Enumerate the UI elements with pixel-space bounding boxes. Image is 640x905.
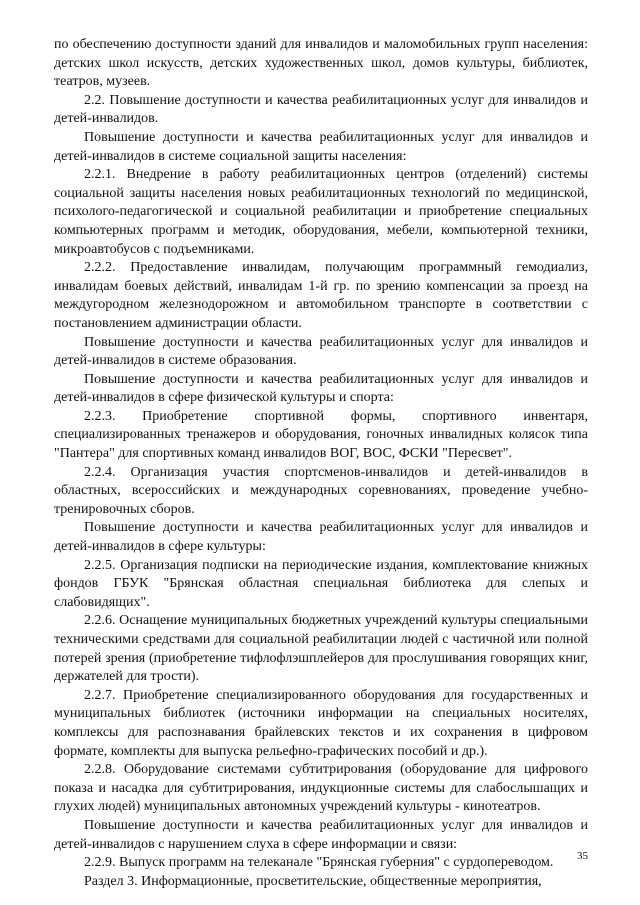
body-text (54, 36, 588, 891)
paragraph: 2.2. Повышение доступности и качества реабилитационных услуг для инвалидов и детей-инвалидов. (54, 92, 588, 127)
paragraph: 2.2.3. Приобретение спортивной формы, спортивного инвентаря, специализированных тренажеров и оборудования, гоночных инвалидных колясок типа "Пантера" для спортивных команд инвалидов ВОГ, ВОС, ФСКИ "Пересвет". (54, 408, 588, 462)
paragraph: по обеспечению доступности зданий для инвалидов и маломобильных групп населения: детских школ искусств, детских художественных школ, домов культуры, библиотек, театров, музеев. (54, 37, 588, 90)
paragraph: 2.2.2. Предоставление инвалидам, получающим программный гемодиализ, инвалидам боевых действий, инвалидам 1-й гр. по зрению компенсации за проезд на междугородном железнодорожном и автомобильном транспорте в соответствии с постановлением администрации области. (54, 260, 588, 331)
paragraph: 2.2.8. Оборудование системами субтитрирования (оборудование для цифрового показа и насадка для субтитрирования, индукционные системы для слабослышащих и глухих людей) муниципальных автономных учреждений культуры - кинотеатров. (54, 762, 588, 815)
page-number: 35 (577, 850, 588, 862)
paragraph: 2.2.6. Оснащение муниципальных бюджетных учреждений культуры специальными техническими средствами для социальной реабилитации людей с частичной или полной потерей зрения (приобретение тифлофлэшплейеров для прослушивания говорящих книг, держателей для трости). (54, 613, 588, 685)
paragraph: 2.2.4. Организация участия спортсменов-инвалидов и детей-инвалидов в областных, всероссийских и международных соревнованиях, проведение учебно-тренировочных сборов. (54, 464, 588, 517)
paragraph: 2.2.7. Приобретение специализированного оборудования для государственных и муниципальных библиотек (источники информации на специальных носителях, комплексы для распознавания брайлевских текстов и их сохранения в цифровом формате, комплекты для выпуска рельефно-графических пособий и др.). (54, 687, 588, 759)
paragraph: Повышение доступности и качества реабилитационных услуг для инвалидов и детей-инвалидов в сфере физической культуры и спорта: (54, 371, 588, 406)
paragraph: 2.2.5. Организация подписки на периодические издания, комплектование книжных фондов ГБУК "Брянская областная специальная библиотека для слепых и слабовидящих". (54, 557, 588, 610)
paragraph: Повышение доступности и качества реабилитационных услуг для инвалидов и детей-инвалидов в системе образования. (54, 334, 588, 369)
paragraph: Повышение доступности и качества реабилитационных услуг для инвалидов и детей-инвалидов в сфере культуры: (54, 520, 588, 555)
paragraph: Повышение доступности и качества реабилитационных услуг для инвалидов и детей-инвалидов в системе социальной защиты населения: (54, 129, 588, 164)
paragraph: Повышение доступности и качества реабилитационных услуг для инвалидов и детей-инвалидов с нарушением слуха в сфере информации и связи: (54, 817, 588, 852)
paragraph: 2.2.1. Внедрение в работу реабилитационных центров (отделений) системы социальной защиты населения новых реабилитационных технологий по медицинской, психолого-педагогической и социальной реабилитации и приобретение специальных компьютерных программ и методик, оборудования, мебели, компьютерной техники, микроавтобусов с подъемниками. (54, 167, 588, 257)
paragraph: Раздел 3. Информационные, просветительские, общественные мероприятия, (84, 873, 542, 889)
paragraph: 2.2.9. Выпуск программ на телеканале "Брянская губерния" с сурдопереводом. (84, 855, 554, 871)
